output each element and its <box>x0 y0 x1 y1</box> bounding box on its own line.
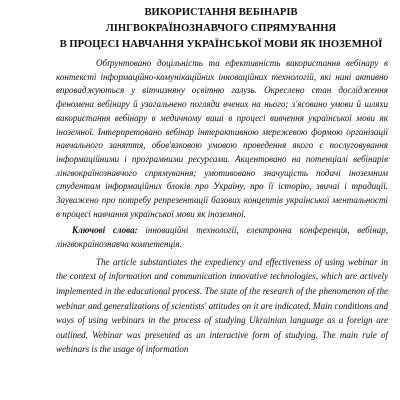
abstract-english: The article substantiates the expediency and effectiveness of using webinar in the context of information and communication innovative technologies, which are actively implemented in the educational process. The state of the research of the phenomenon of the webinar and generalizations of scientists' attitudes on it are indicated. Main conditions and ways of using webinars in the process of studying Ukrainian language as a foreign are outlined. Webinar was presented as an interactive form of studying. The main rule of webinars is the usage of information <box>56 256 388 355</box>
title-line-1: ВИКОРИСТАННЯ ВЕБІНАРІВ <box>144 7 298 18</box>
keywords-text: інноваційні технології, електронна конференція, вебінар, лінгвокраїнознавча компетенція. <box>56 225 388 250</box>
title-line-3: В ПРОЦЕСІ НАВЧАННЯ УКРАЇНСЬКОЇ МОВИ ЯК ІНОЗЕМНОЇ <box>59 39 383 50</box>
keywords <box>56 224 388 251</box>
title-line-2: ЛІНГВОКРАЇНОЗНАВЧОГО СПРЯМУВАННЯ <box>105 23 337 34</box>
abstract-ukrainian: Обґрунтовано доцільність та ефективність використання вебінару в контексті інформаційно-комунікаційних інноваційних технологій, які нині активно впроваджуються у вітчизняну освітню галузь. Окреслено стан дослідження феномена вебінару й узагальнено погляди вчених на нього; з'ясовано умови й шляхи використання вебінару в медичному виші в процесі вивчення української мови як іноземної. Інтерпретовано вебінар інтерактивною мережевою формою організації навчального заняття, обов'язковою умовою проведення якого є послуговування інформаційними і програмними ресурсами. Акцентовано на потенціалі вебінарів лінгвокраїнознавчого спрямування; умотивовано значущість подачі іноземним студентам інформаційних блоків про Україну, про її історію, звичаї і традиції. Зауважено про потребу репрезентації базових концептів української ментальності в процесі навчання української мови як іноземної. <box>56 58 388 219</box>
keywords-label: Ключові слова: <box>72 225 138 236</box>
paper-title <box>56 5 388 53</box>
